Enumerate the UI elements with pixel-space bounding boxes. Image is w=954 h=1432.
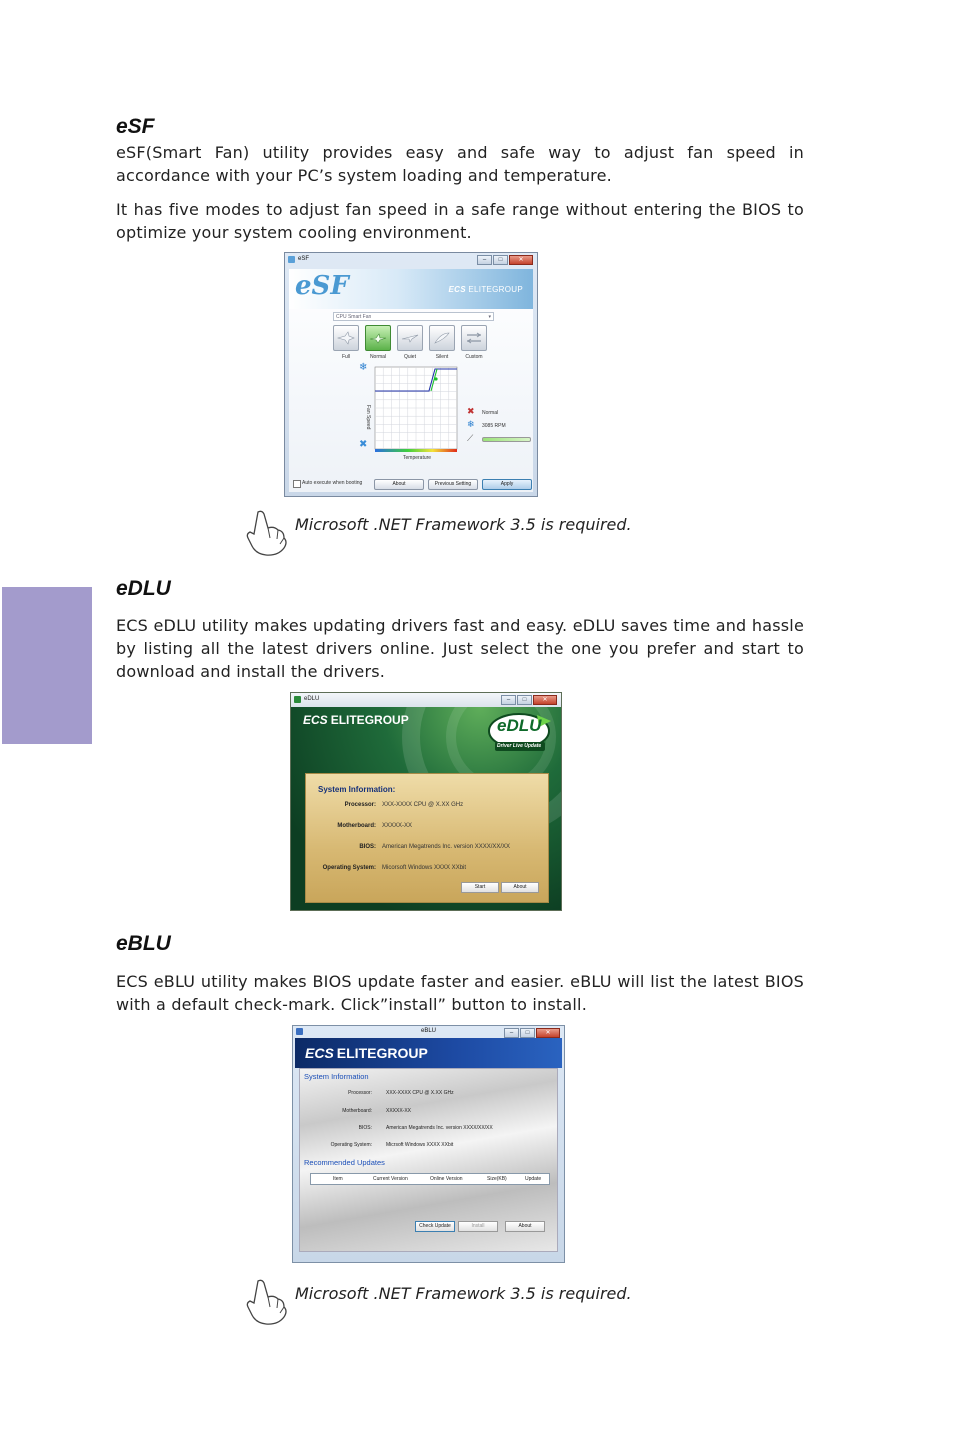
info-key: Processor: bbox=[348, 1090, 372, 1096]
pointing-hand-icon bbox=[244, 508, 292, 558]
info-key: BIOS: bbox=[358, 1125, 372, 1131]
brand-prefix: ECS bbox=[305, 1045, 334, 1061]
x-axis-label: Temperature bbox=[403, 455, 432, 461]
fan-curve-svg bbox=[361, 365, 474, 465]
mode-label: Quiet bbox=[404, 354, 416, 360]
esf-footer bbox=[289, 476, 533, 492]
column-header: Size(KB) bbox=[487, 1176, 507, 1182]
jet-icon bbox=[337, 331, 355, 345]
info-row-motherboard bbox=[300, 1108, 558, 1118]
updates-table-header bbox=[310, 1173, 550, 1185]
curve-marker[interactable] bbox=[434, 377, 437, 380]
fan-min-icon: ✖ bbox=[359, 439, 368, 450]
info-key: Motherboard: bbox=[342, 1108, 372, 1114]
maximize-button[interactable]: □ bbox=[520, 1028, 535, 1038]
info-value: American Megatrends Inc. version XXXX/XX/XX bbox=[386, 1125, 493, 1131]
eblu-heading: eBLU bbox=[116, 932, 171, 955]
info-row-os bbox=[306, 865, 548, 875]
previous-setting-button[interactable]: Previous Setting bbox=[428, 479, 478, 490]
column-header: Online Version bbox=[430, 1176, 463, 1182]
auto-execute-checkbox[interactable] bbox=[293, 480, 301, 488]
note-text: Microsoft .NET Framework 3.5 is required. bbox=[295, 515, 632, 534]
app-icon bbox=[294, 696, 301, 703]
close-button[interactable]: ✕ bbox=[533, 695, 557, 705]
eblu-window bbox=[292, 1025, 565, 1263]
info-value: XXX-XXXX CPU @ X.XX GHz bbox=[382, 802, 464, 808]
ecs-brand bbox=[449, 285, 523, 294]
info-key: BIOS: bbox=[359, 844, 376, 850]
mode-quiet[interactable] bbox=[397, 325, 423, 360]
window-title: eDLU bbox=[304, 696, 320, 702]
mode-label: Silent bbox=[435, 354, 449, 360]
brand-name: ELITEGROUP bbox=[336, 1045, 428, 1061]
esf-window bbox=[284, 252, 538, 497]
mode-custom[interactable] bbox=[461, 325, 487, 360]
app-icon bbox=[296, 1028, 303, 1035]
maximize-button[interactable]: □ bbox=[493, 255, 508, 265]
system-info-panel bbox=[305, 773, 549, 903]
app-icon bbox=[288, 256, 295, 263]
mode-readout: Normal bbox=[482, 410, 499, 416]
eblu-description: ECS eBLU utility makes BIOS update faster and easier. eBLU will list the latest BIOS with a default check-mark. Click”install” button to install. bbox=[116, 972, 804, 1014]
fan-select-value: CPU Smart Fan bbox=[336, 314, 372, 320]
note-dotnet-1 bbox=[244, 508, 724, 558]
mode-silent[interactable] bbox=[429, 325, 455, 360]
edlu-logo-text: eDLU bbox=[497, 716, 542, 735]
chapter-side-tab bbox=[2, 587, 92, 744]
esf-client bbox=[289, 269, 533, 492]
thermometer-icon: ⟋ bbox=[467, 433, 474, 443]
edlu-heading: eDLU bbox=[116, 577, 171, 600]
eblu-body bbox=[299, 1068, 558, 1252]
info-row-bios bbox=[306, 844, 548, 854]
info-row-processor bbox=[306, 802, 548, 812]
close-button[interactable]: ✕ bbox=[509, 255, 533, 265]
info-key: Motherboard: bbox=[337, 823, 376, 829]
fan-max-icon: ❄ bbox=[359, 362, 368, 373]
mode-label: Full bbox=[341, 354, 351, 360]
ecs-brand bbox=[303, 713, 409, 727]
esf-logo: eSF bbox=[295, 271, 349, 301]
minimize-button[interactable]: – bbox=[501, 695, 516, 705]
esf-banner bbox=[289, 269, 533, 309]
edlu-logo-subtitle: Driver Live Update bbox=[497, 743, 542, 749]
info-key: Processor: bbox=[344, 802, 376, 808]
minimize-button[interactable]: – bbox=[477, 255, 492, 265]
recommended-updates-title: Recommended Updates bbox=[304, 1158, 385, 1167]
system-info-title: System Information: bbox=[318, 785, 396, 794]
mode-label: Normal bbox=[369, 354, 387, 360]
info-value: XXXXX-XX bbox=[386, 1108, 412, 1114]
edlu-titlebar bbox=[291, 693, 561, 707]
mode-full[interactable] bbox=[333, 325, 359, 360]
apply-button[interactable]: Apply bbox=[482, 479, 532, 490]
info-value: XXXXX-XX bbox=[382, 823, 413, 829]
about-button[interactable]: About bbox=[505, 1221, 545, 1232]
brand-name: ELITEGROUP bbox=[468, 285, 523, 294]
close-button[interactable]: ✕ bbox=[536, 1028, 560, 1038]
info-row-os bbox=[300, 1142, 558, 1152]
brand-prefix: ECS bbox=[303, 713, 328, 727]
maximize-button[interactable]: □ bbox=[517, 695, 532, 705]
brand-name: ELITEGROUP bbox=[330, 713, 409, 727]
esf-description: eSF(Smart Fan) utility provides easy and safe way to adjust fan speed in accordance with your PC’s system loading and temperature. bbox=[116, 143, 804, 185]
pointing-hand-icon bbox=[244, 1277, 292, 1327]
rpm-readout: 3085 RPM bbox=[482, 423, 506, 429]
info-row-motherboard bbox=[306, 823, 548, 833]
mode-label: Custom bbox=[465, 354, 483, 360]
about-button[interactable]: About bbox=[501, 882, 539, 893]
glider-icon bbox=[401, 331, 419, 345]
speed-meter bbox=[482, 437, 531, 442]
system-info-title: System Information bbox=[304, 1072, 369, 1081]
info-value: American Megatrends Inc. version XXXX/XX/XX bbox=[382, 844, 511, 850]
fan-select[interactable] bbox=[333, 312, 494, 321]
install-button[interactable]: Install bbox=[458, 1221, 498, 1232]
edlu-client bbox=[291, 707, 561, 910]
edlu-logo bbox=[487, 711, 553, 755]
edlu-description: ECS eDLU utility makes updating drivers fast and easy. eDLU saves time and hassle by listing all the latest drivers online. Just select the one you prefer and start to download and install the drivers. bbox=[116, 616, 804, 681]
window-title: eSF bbox=[298, 256, 310, 262]
eblu-header bbox=[295, 1038, 562, 1068]
about-button[interactable]: About bbox=[374, 479, 424, 490]
temperature-gradient-bar bbox=[375, 449, 457, 452]
column-header: Item bbox=[333, 1176, 343, 1182]
fan-curve-chart[interactable] bbox=[361, 365, 474, 465]
esf-titlebar bbox=[285, 253, 537, 267]
plane-icon bbox=[369, 331, 387, 345]
column-header: Current Version bbox=[373, 1176, 408, 1182]
note-text: Microsoft .NET Framework 3.5 is required. bbox=[295, 1284, 632, 1303]
minimize-button[interactable]: – bbox=[504, 1028, 519, 1038]
ecs-brand bbox=[305, 1045, 428, 1061]
note-dotnet-2 bbox=[244, 1277, 724, 1327]
brand-prefix: ECS bbox=[448, 285, 466, 294]
esf-modes-description: It has five modes to adjust fan speed in a safe range without entering the BIOS to optimize your system cooling environment. bbox=[116, 200, 804, 242]
info-value: Micorsoft Windows XXXX XXbit bbox=[382, 865, 467, 871]
edlu-window bbox=[290, 692, 562, 911]
mode-buttons bbox=[333, 325, 493, 361]
window-title: eBLU bbox=[420, 1028, 436, 1034]
auto-execute-label: Auto execute when booting bbox=[302, 480, 363, 486]
info-value: XXX-XXXX CPU @ X.XX GHz bbox=[386, 1090, 454, 1096]
info-row-processor bbox=[300, 1090, 558, 1100]
y-axis-label: Fan Speed bbox=[365, 405, 371, 430]
info-key: Operating System: bbox=[322, 865, 376, 871]
check-update-button[interactable]: Check Update bbox=[415, 1221, 455, 1232]
info-key: Operating System: bbox=[330, 1142, 372, 1148]
feather-icon bbox=[433, 331, 451, 345]
cross-icon: ✖ bbox=[467, 406, 475, 416]
chevron-down-icon: ▾ bbox=[488, 314, 491, 320]
info-value: Micrsoft Windows XXXX XXbit bbox=[386, 1142, 454, 1148]
start-button[interactable]: Start bbox=[461, 882, 499, 893]
sliders-icon bbox=[465, 331, 483, 345]
column-header: Update bbox=[525, 1176, 542, 1182]
info-row-bios bbox=[300, 1125, 558, 1135]
fan-icon: ❄ bbox=[467, 419, 475, 429]
mode-normal[interactable] bbox=[365, 325, 391, 360]
esf-heading: eSF bbox=[116, 115, 155, 138]
